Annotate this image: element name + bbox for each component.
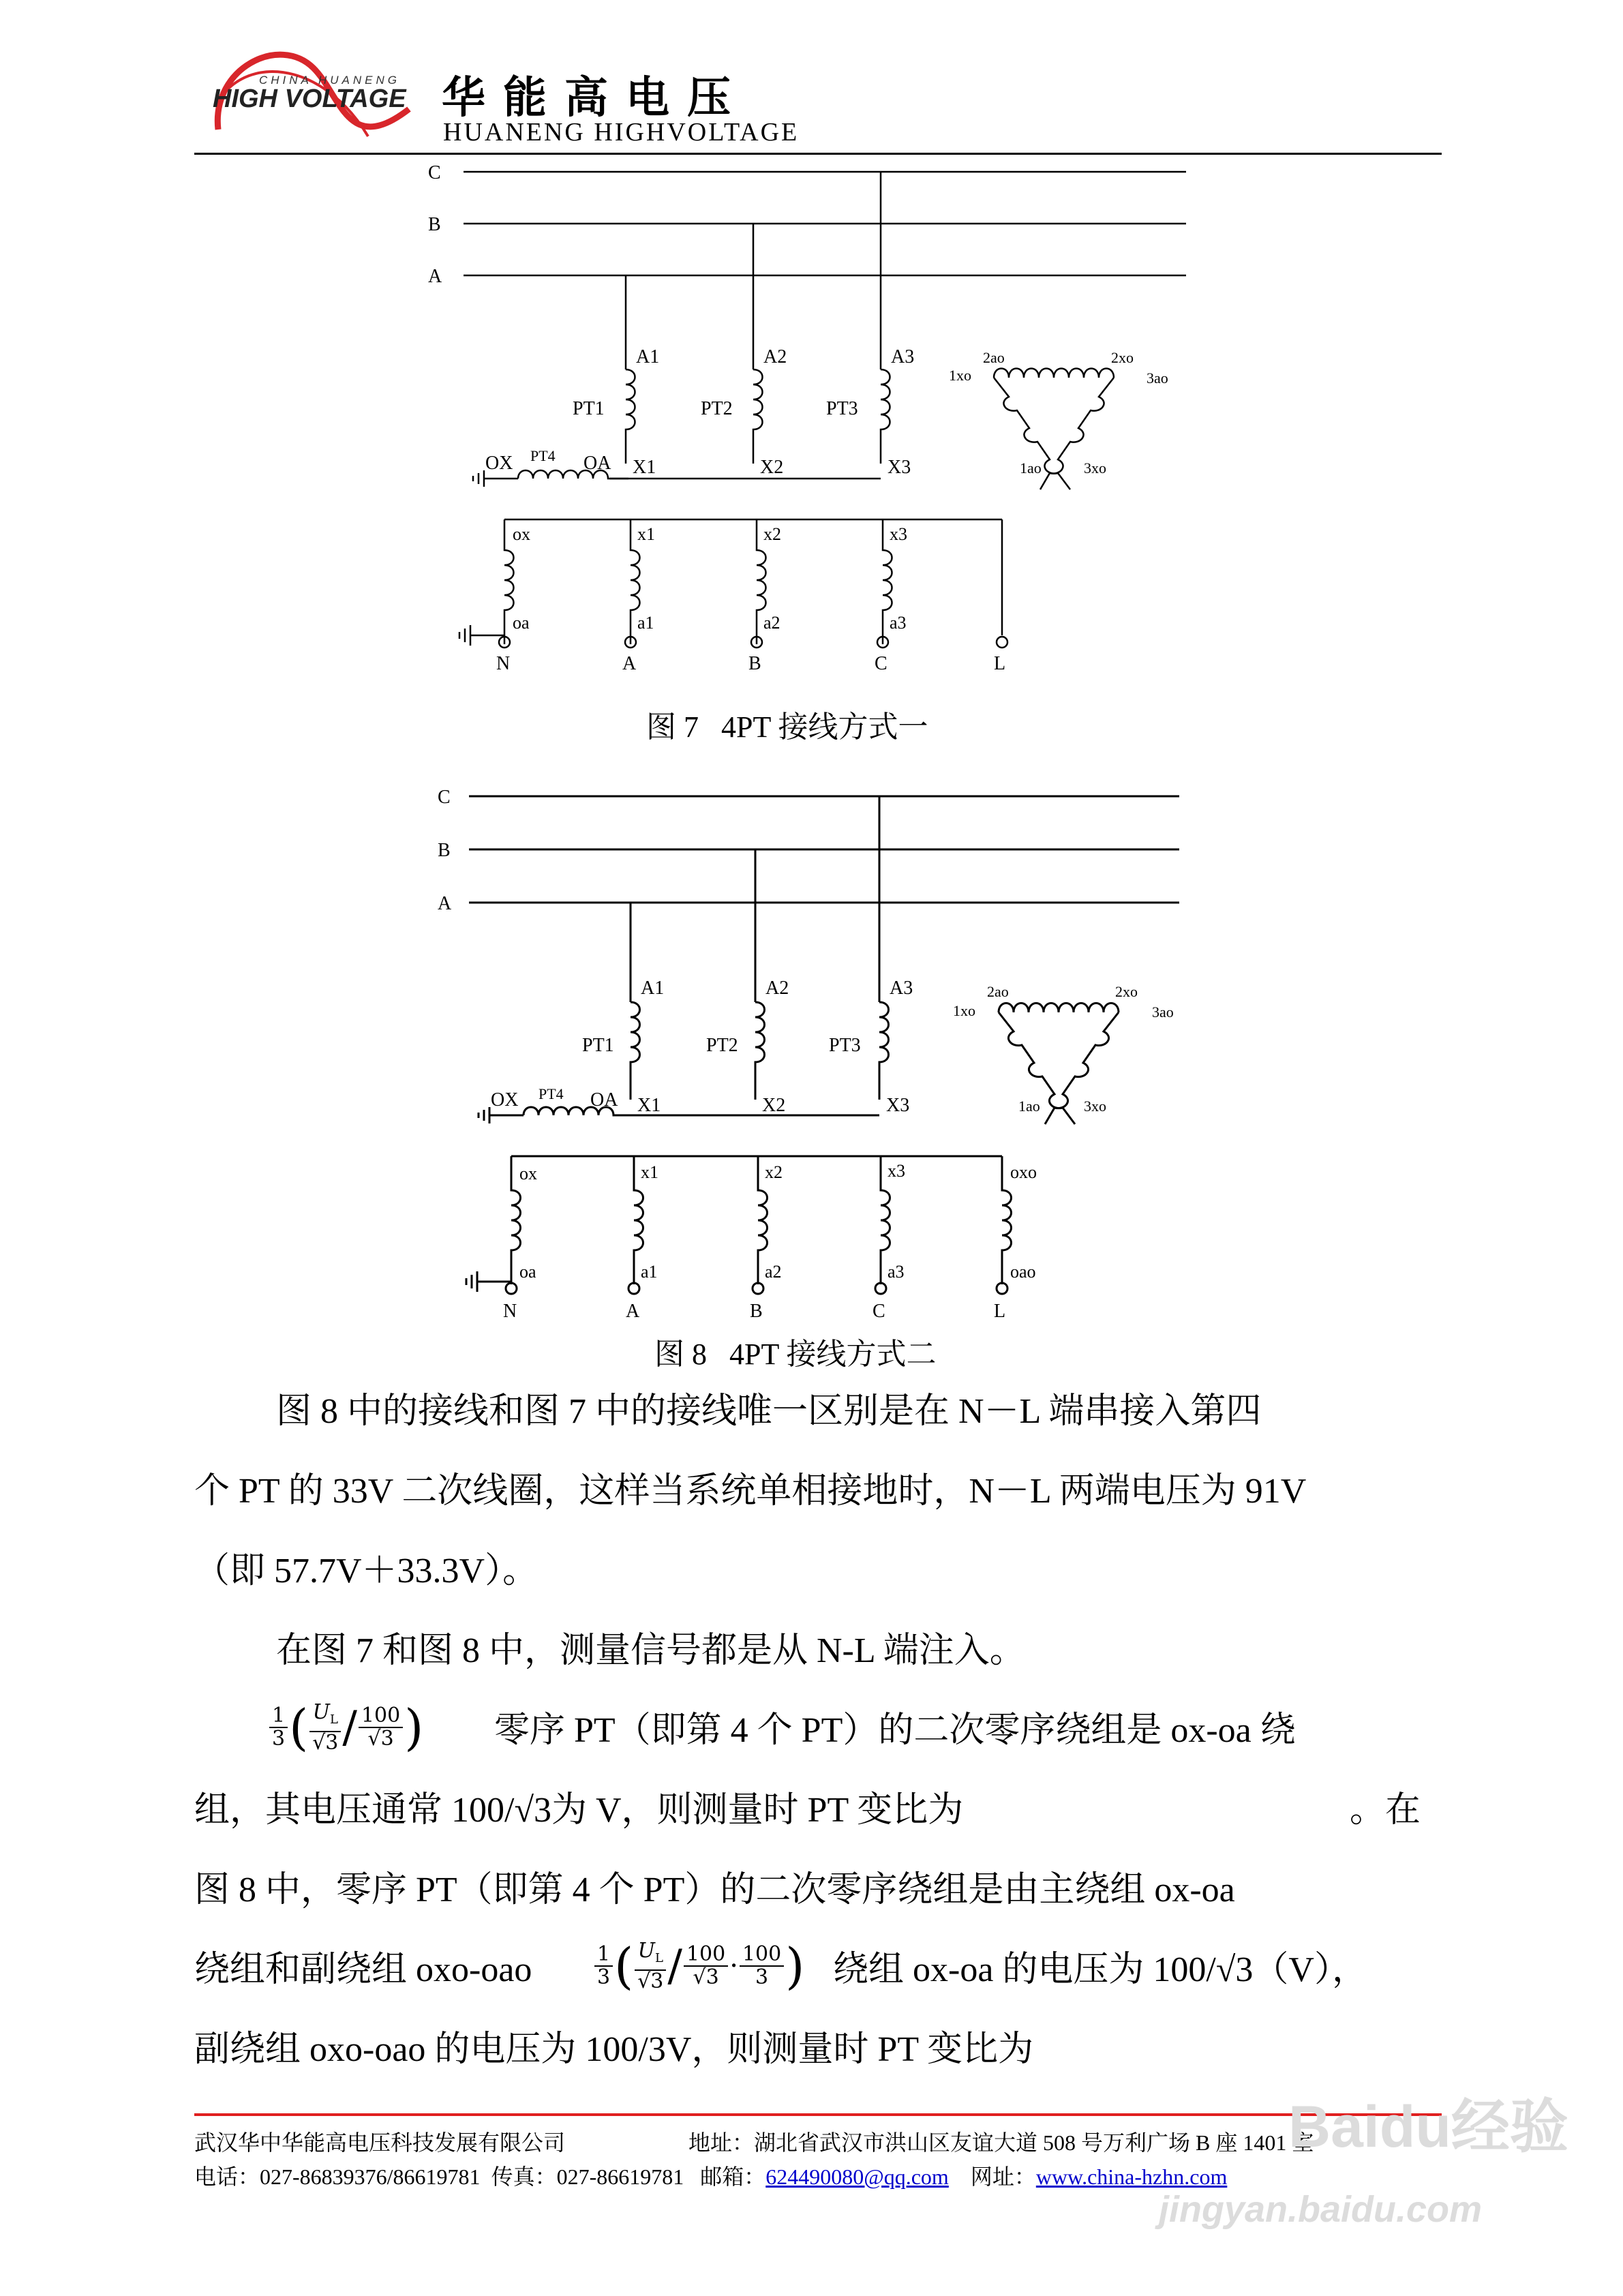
delta-3ao: 3ao <box>1152 1003 1174 1021</box>
terminal-b: B <box>750 1301 763 1322</box>
label-ox-primary: OX <box>485 453 513 474</box>
delta-1xo: 1xo <box>953 1002 975 1019</box>
label-pt2: PT2 <box>701 398 733 419</box>
label-pt3: PT3 <box>826 398 858 419</box>
label-ox-primary: OX <box>491 1089 519 1111</box>
label-ox: ox <box>513 524 530 544</box>
label-x2-sec: x2 <box>765 1162 783 1182</box>
terminal-b: B <box>748 653 761 674</box>
paragraph-1-line-2: 个 PT 的 33V 二次线圈，这样当系统单相接地时，N－L 两端电压为 91V <box>194 1472 1307 1511</box>
delta-1xo: 1xo <box>949 367 971 384</box>
header <box>0 0 1623 164</box>
footer-divider <box>194 2113 1442 2116</box>
paragraph-3-line-2-end: 。在 <box>1350 1791 1421 1830</box>
delta-2ao: 2ao <box>987 983 1009 1000</box>
terminal-c: C <box>875 653 888 674</box>
delta-2xo: 2xo <box>1111 349 1134 366</box>
label-x2: X2 <box>762 1095 786 1116</box>
watermark-url: jingyan.baidu.com <box>1159 2189 1483 2230</box>
label-x2-sec: x2 <box>763 524 781 544</box>
footer-web-link[interactable]: www.china-hzhn.com <box>1035 2164 1228 2189</box>
label-a3: A3 <box>891 346 915 367</box>
label-oa: oa <box>513 613 530 633</box>
bus-label-a: A <box>438 893 452 914</box>
label-ox: ox <box>519 1164 537 1183</box>
label-a1-sec: a1 <box>637 613 654 633</box>
sqrt3-symbol: √3 <box>514 1791 551 1830</box>
delta-1ao: 1ao <box>1018 1098 1040 1115</box>
label-x1: X1 <box>633 457 656 478</box>
paragraph-3-line-5: 副绕组 oxo-oao 的电压为 100/3V，则测量时 PT 变比为 <box>194 2030 1034 2069</box>
delta-3xo: 3xo <box>1084 459 1106 477</box>
bus-label-b: B <box>438 840 451 861</box>
delta-2ao: 2ao <box>983 349 1005 366</box>
footer-company: 武汉华中华能高电压科技发展有限公司 <box>194 2130 566 2155</box>
bus-label-c: C <box>438 787 451 808</box>
terminal-l: L <box>994 653 1006 674</box>
footer-phone: 电话：027-86839376/86619781 <box>194 2164 481 2189</box>
label-oxo: oxo <box>1010 1162 1037 1182</box>
logo-top-text: CHINA HUANENG <box>259 74 400 87</box>
terminal-n: N <box>496 653 511 674</box>
label-a1-sec: a1 <box>641 1262 658 1282</box>
bus-label-b: B <box>428 214 441 235</box>
watermark-brand: Baidu经验 <box>1288 2094 1568 2160</box>
label-a3-sec: a3 <box>888 1262 905 1282</box>
delta-1ao: 1ao <box>1020 459 1042 477</box>
brand-en: HUANENG HIGHVOLTAGE <box>443 118 800 147</box>
footer-email-link[interactable]: 624490080@qq.com <box>765 2164 949 2189</box>
label-x3-sec: x3 <box>890 524 907 544</box>
label-pt1: PT1 <box>573 398 605 419</box>
paragraph-1-line-3: （即 57.7V＋33.3V）。 <box>194 1552 539 1590</box>
paragraph-3-line-4-start: 绕组和副绕组 oxo-oao <box>194 1950 532 1989</box>
label-a2: A2 <box>763 346 787 367</box>
paragraph-3-line-1: 零序 PT（即第 4 个 PT）的二次零序绕组是 ox-oa 绕 <box>494 1711 1296 1750</box>
terminal-a: A <box>626 1301 640 1322</box>
label-oao: oao <box>1010 1262 1036 1282</box>
label-x1: X1 <box>637 1095 661 1116</box>
formula-2: $\frac{1}{3}$ ( $\frac{U_L}{√3}$ / $\frac{100}{√3}$ · $\frac{100}{3}$ ) <box>594 1937 804 1995</box>
paragraph-1-line-1: 图 8 中的接线和图 7 中的接线唯一区别是在 N－L 端串接入第四 <box>276 1392 1262 1431</box>
figure-7-caption: 图 7 4PT 接线方式一 <box>646 710 928 744</box>
paragraph-3-line-2: 组，其电压通常 100/√3为 V，则测量时 PT 变比为 <box>194 1791 964 1830</box>
figure-8-caption: 图 8 4PT 接线方式二 <box>654 1338 937 1371</box>
paragraph-2: 在图 7 和图 8 中，测量信号都是从 N-L 端注入。 <box>276 1631 1025 1670</box>
brand-cn: 华能高电压 <box>442 72 748 123</box>
label-a2-sec: a2 <box>765 1262 782 1282</box>
terminal-l: L <box>994 1301 1006 1322</box>
label-a1: A1 <box>641 978 665 999</box>
label-x2: X2 <box>760 457 784 478</box>
label-oa-primary: OA <box>590 1089 618 1111</box>
delta-3xo: 3xo <box>1084 1098 1106 1115</box>
logo-main-text: HIGH VOLTAGE <box>213 85 406 113</box>
formula-1-lead: $\frac{1}{3}$ <box>269 1705 288 1750</box>
paragraph-3-line-4-end: 绕组 ox-oa 的电压为 100/√3（V）， <box>833 1950 1367 1989</box>
bus-label-c: C <box>428 162 441 183</box>
footer-contact: 电话：027-86839376/86619781 传真：027-86619781 邮箱：624490080@qq.com 网址：www.china-hzhn.com <box>194 2164 1228 2189</box>
terminal-n: N <box>503 1301 517 1322</box>
delta-2xo: 2xo <box>1115 983 1138 1000</box>
label-x3: X3 <box>888 457 911 478</box>
label-pt1: PT1 <box>582 1035 614 1056</box>
header-divider <box>194 153 1442 155</box>
label-pt4: PT4 <box>539 1085 564 1102</box>
terminal-c: C <box>873 1301 885 1322</box>
paragraph-3-line-3: 图 8 中，零序 PT（即第 4 个 PT）的二次零序绕组是由主绕组 ox-oa <box>194 1871 1235 1909</box>
label-oa-primary: OA <box>583 453 611 474</box>
label-x3-sec: x3 <box>888 1161 905 1181</box>
label-pt2: PT2 <box>706 1035 738 1056</box>
label-a2: A2 <box>765 978 789 999</box>
label-a3-sec: a3 <box>890 613 907 633</box>
delta-3ao: 3ao <box>1147 369 1168 387</box>
label-x3: X3 <box>886 1095 910 1116</box>
figure-8-diagram <box>409 777 1200 1323</box>
label-x1-sec: x1 <box>637 524 655 544</box>
label-x1-sec: x1 <box>641 1162 658 1182</box>
figure-7-diagram <box>409 158 1200 690</box>
label-a3: A3 <box>890 978 913 999</box>
label-pt3: PT3 <box>829 1035 861 1056</box>
footer-address: 地址：湖北省武汉市洪山区友谊大道 508 号万利广场 B 座 1401 室 <box>688 2130 1314 2155</box>
label-a2-sec: a2 <box>763 613 780 633</box>
label-oa: oa <box>519 1262 536 1282</box>
label-pt4: PT4 <box>530 447 556 464</box>
formula-1: $\frac{1}{3}$ ( $\frac{U_L}{√3}$ / $\frac{100}{√3}$ ) <box>269 1699 423 1756</box>
terminal-a: A <box>622 653 637 674</box>
label-a1: A1 <box>636 346 660 367</box>
footer-fax: 传真：027-86619781 <box>491 2164 684 2189</box>
bus-label-a: A <box>428 266 442 287</box>
